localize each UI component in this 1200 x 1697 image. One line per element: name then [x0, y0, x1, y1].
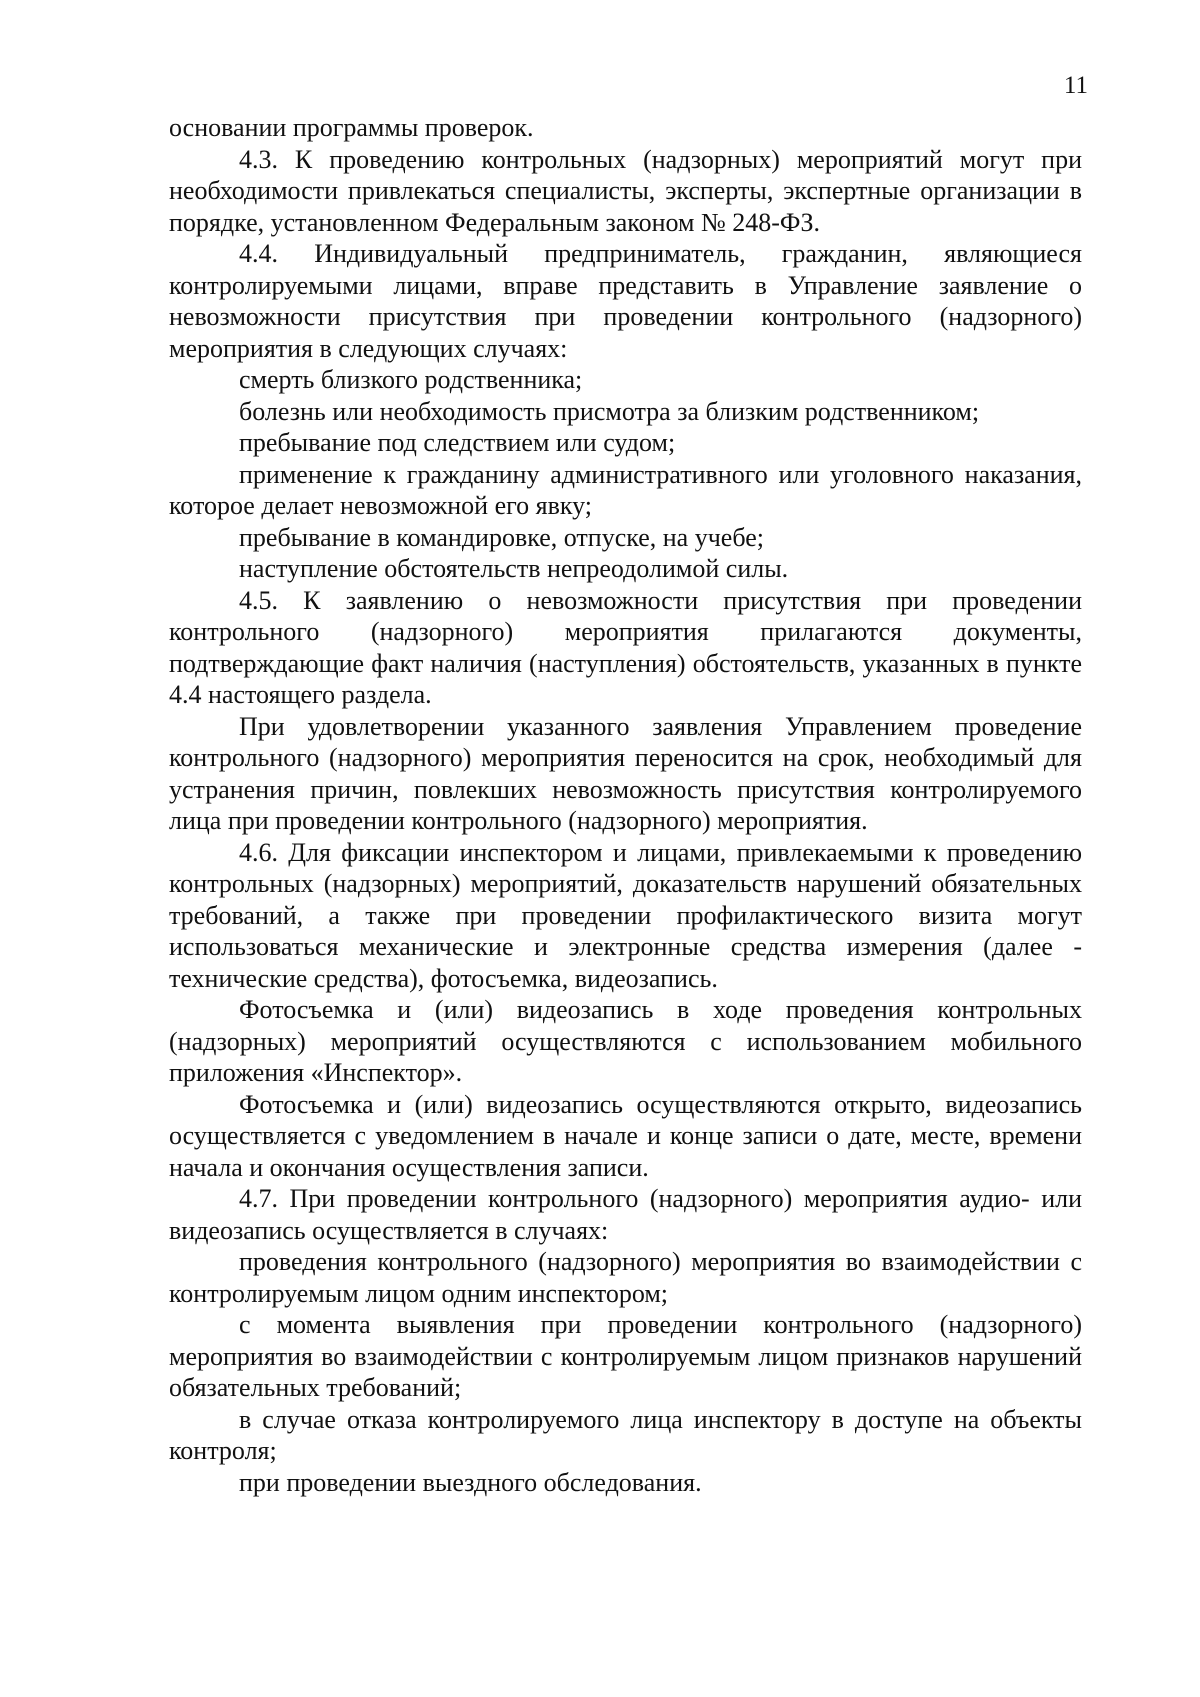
list-item-access-refusal: в случае отказа контролируемого лица инспектору в доступе на объекты контроля;: [169, 1404, 1082, 1465]
paragraph-continuation: основании программы проверок.: [169, 113, 534, 142]
paragraph-4-3: 4.3. К проведению контрольных (надзорных) мероприятий могут при необходимости привлекаться специалисты, эксперты, экспертные организации в порядке, установленном Федеральным законом № 248-ФЗ.: [169, 144, 1082, 237]
list-item-force-majeure: наступление обстоятельств непреодолимой силы.: [239, 554, 789, 583]
document-body: [169, 112, 1082, 1498]
list-item-business-trip: пребывание в командировке, отпуске, на учебе;: [239, 522, 764, 552]
list-item-illness: болезнь или необходимость присмотра за близким родственником;: [239, 396, 980, 426]
paragraph-postponement: При удовлетворении указанного заявления Управлением проведение контрольного (надзорного) мероприятия переносится на срок, необходимый для устранения причин, повлекших невозможность присутствия контролируемого лица при проведении контрольного (надзорного) мероприятия.: [169, 711, 1082, 835]
paragraph-4-6: 4.6. Для фиксации инспектором и лицами, привлекаемыми к проведению контрольных (надзорных) мероприятий, доказательств нарушений обязательных требований, а также при проведении профилактического визита могут использоваться механические и электронные средства измерения (далее - технические средства), фотосъемка, видеозапись.: [169, 837, 1082, 993]
paragraph-4-5: 4.5. К заявлению о невозможности присутствия при проведении контрольного (надзорного) мероприятия прилагаются документы, подтверждающие факт наличия (наступления) обстоятельств, указанных в пункте 4.4 настоящего раздела.: [169, 585, 1082, 709]
paragraph-inspector-app: Фотосъемка и (или) видеозапись в ходе проведения контрольных (надзорных) мероприятий осуществляются с использованием мобильного приложения «Инспектор».: [169, 995, 1082, 1087]
paragraph-open-recording: Фотосъемка и (или) видеозапись осуществляются открыто, видеозапись осуществляется с уведомлением в начале и конце записи о дате, месте, времени начала и окончания осуществления записи.: [169, 1089, 1082, 1182]
paragraph-4-7: 4.7. При проведении контрольного (надзорного) мероприятия аудио- или видеозапись осуществляется в случаях:: [169, 1184, 1082, 1245]
list-item-single-inspector: проведения контрольного (надзорного) мероприятия во взаимодействии с контролируемым лицом одним инспектором;: [169, 1247, 1082, 1308]
page-number: 11: [1063, 72, 1088, 99]
list-item-under-investigation: пребывание под следствием или судом;: [239, 428, 676, 457]
list-item-punishment: применение к гражданину административного или уголовного наказания, которое делает невозможной его явку;: [169, 459, 1082, 520]
paragraph-4-4: 4.4. Индивидуальный предприниматель, гражданин, являющиеся контролируемыми лицами, вправе представить в Управление заявление о невозможности присутствия при проведении контрольного (надзорного) мероприятия в следующих случаях:: [169, 239, 1082, 363]
list-item-violation-detected: с момента выявления при проведении контрольного (надзорного) мероприятия во взаимодействии с контролируемым лицом признаков нарушений обязательных требований;: [169, 1310, 1082, 1402]
list-item-death-of-relative: смерть близкого родственника;: [239, 365, 583, 394]
list-item-field-survey: при проведении выездного обследования.: [239, 1467, 702, 1497]
